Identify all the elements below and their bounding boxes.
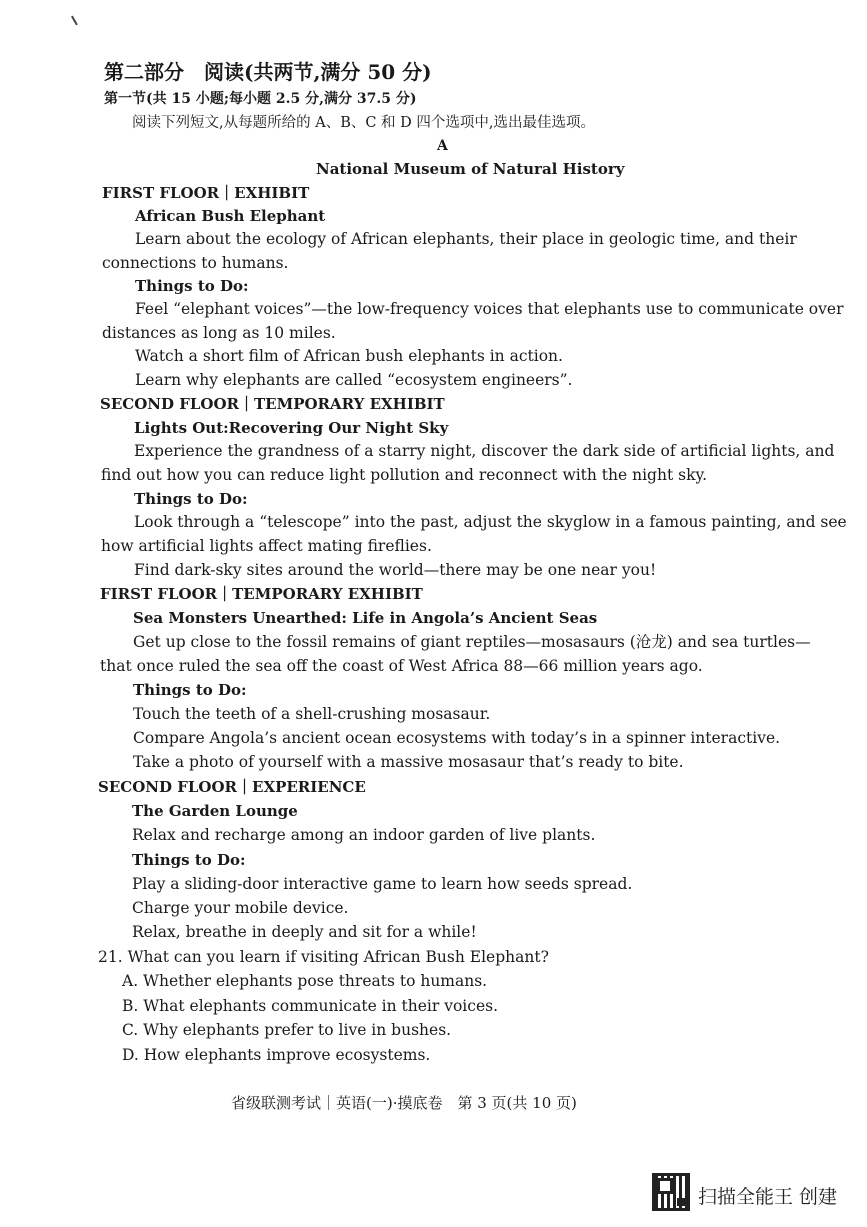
exhibit-1-todo-2: Watch a short film of African bush elephants in action. (135, 347, 563, 365)
exhibit-1-floor: FIRST FLOOR｜EXHIBIT (102, 184, 310, 202)
question-option-a: A. Whether elephants pose threats to humans. (122, 972, 488, 990)
exhibit-4-todo-label: Things to Do: (132, 851, 246, 869)
question-option-b: B. What elephants communicate in their voices. (122, 997, 499, 1015)
exhibit-3-desc-2: that once ruled the sea off the coast of West Africa 88—66 million years ago. (100, 657, 703, 675)
exhibit-2-todo-1a: Look through a “telescope” into the past, adjust the skyglow in a famous painting, and see (134, 513, 847, 531)
passage-title: National Museum of Natural History (316, 160, 625, 178)
exhibit-3-todo-3: Take a photo of yourself with a massive mosasaur that’s ready to bite. (133, 753, 684, 771)
question-option-d: D. How elephants improve ecosystems. (122, 1046, 431, 1064)
exhibit-1-todo-1a: Feel “elephant voices”—the low-frequency voices that elephants use to communicate over (135, 300, 844, 318)
qr-code-icon (652, 1173, 690, 1211)
exhibit-3-name: Sea Monsters Unearthed: Life in Angola’s Ancient Seas (133, 609, 598, 627)
exhibit-1-desc-1: Learn about the ecology of African elephants, their place in geologic time, and their (135, 230, 797, 248)
question-option-c: C. Why elephants prefer to live in bushes. (122, 1021, 452, 1039)
question-stem: 21. What can you learn if visiting African Bush Elephant? (98, 948, 549, 966)
scanner-watermark: 扫描全能王 创建 (698, 1186, 838, 1208)
exhibit-2-todo-2: Find dark-sky sites around the world—there may be one near you! (134, 561, 657, 579)
exhibit-3-todo-2: Compare Angola’s ancient ocean ecosystems with today’s in a spinner interactive. (133, 729, 781, 747)
exhibit-4-todo-1: Play a sliding-door interactive game to learn how seeds spread. (132, 875, 633, 893)
exhibit-4-name: The Garden Lounge (132, 802, 298, 820)
exhibit-1-desc-2: connections to humans. (102, 254, 289, 272)
exhibit-4-todo-3: Relax, breathe in deeply and sit for a while! (132, 923, 477, 941)
exhibit-2-todo-label: Things to Do: (134, 490, 248, 508)
exhibit-2-todo-1b: how artificial lights affect mating fireflies. (101, 537, 432, 555)
exhibit-3-desc-1: Get up close to the fossil remains of giant reptiles—mosasaurs (沧龙) and sea turtles— (133, 633, 811, 651)
exhibit-1-name: African Bush Elephant (135, 207, 326, 225)
part-title: 第二部分 阅读(共两节,满分 50 分) (104, 60, 432, 84)
exhibit-1-todo-3: Learn why elephants are called “ecosystem engineers”. (135, 371, 573, 389)
exhibit-4-floor: SECOND FLOOR｜EXPERIENCE (98, 778, 366, 796)
exhibit-1-todo-1b: distances as long as 10 miles. (102, 324, 336, 342)
instruction: 阅读下列短文,从每题所给的 A、B、C 和 D 四个选项中,选出最佳选项。 (132, 115, 595, 131)
section-title: 第一节(共 15 小题;每小题 2.5 分,满分 37.5 分) (104, 91, 417, 107)
exhibit-2-desc-2: find out how you can reduce light pollution and reconnect with the night sky. (101, 466, 708, 484)
exhibit-2-name: Lights Out:Recovering Our Night Sky (134, 419, 449, 437)
scan-mark (71, 13, 83, 26)
page-footer: 省级联测考试｜英语(一)·摸底卷 第 3 页(共 10 页) (231, 1094, 577, 1112)
exhibit-2-floor: SECOND FLOOR｜TEMPORARY EXHIBIT (100, 395, 445, 413)
exhibit-1-todo-label: Things to Do: (135, 277, 249, 295)
exhibit-4-desc-1: Relax and recharge among an indoor garden of live plants. (132, 826, 596, 844)
exhibit-2-desc-1: Experience the grandness of a starry night, discover the dark side of artificial lights, and (134, 442, 835, 460)
passage-letter: A (437, 138, 448, 154)
exhibit-4-todo-2: Charge your mobile device. (132, 899, 349, 917)
exhibit-3-todo-1: Touch the teeth of a shell-crushing mosasaur. (133, 705, 491, 723)
exhibit-3-todo-label: Things to Do: (133, 681, 247, 699)
exhibit-3-floor: FIRST FLOOR｜TEMPORARY EXHIBIT (100, 585, 423, 603)
